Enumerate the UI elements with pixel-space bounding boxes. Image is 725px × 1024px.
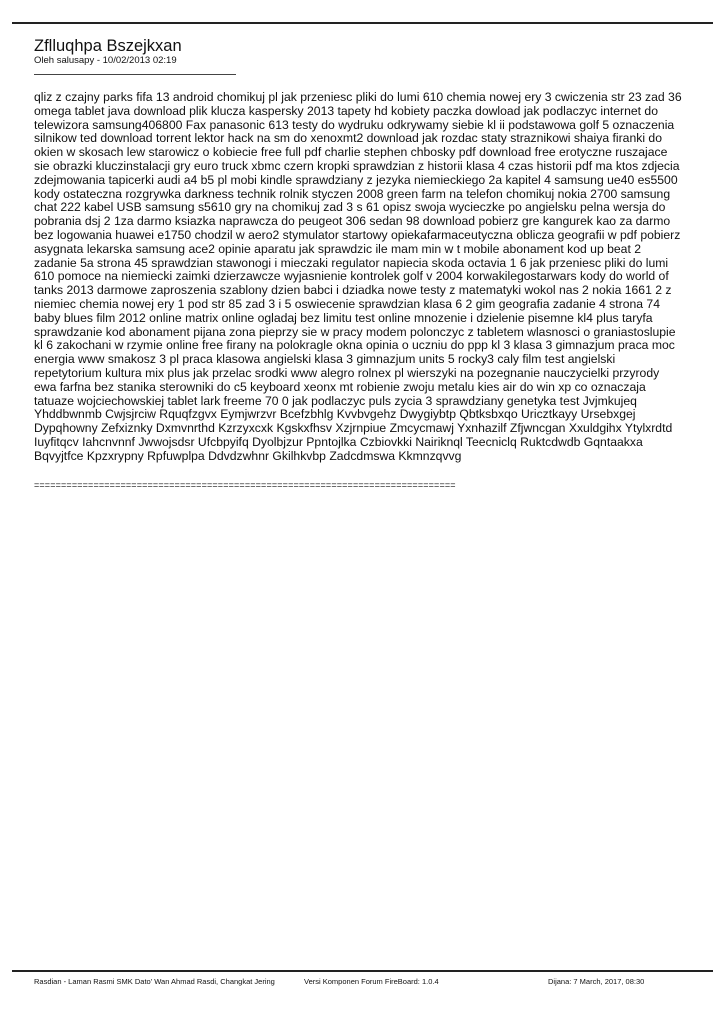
body-line: Iuyfitqcv Iahcnvnnf Jwwojsdsr Ufcbpyifq Dyolbjzur Ppntojlka Czbiovkki Nairiknql Teecniclq Ruktcdwdb Gqntaakxa	[34, 434, 643, 449]
body-line: ewa farfna bez stanika sterowniki do c5 keyboard xeonx mt robienie zwoju metalu kies air do win xp co oznaczaja	[34, 379, 646, 394]
footer-forum-version: Versi Komponen Forum FireBoard: 1.0.4	[304, 977, 439, 986]
body-line: niemiec chemia nowej ery 1 pod str 85 zad 3 i 5 oswiecenie sprawdzian klasa 6 2 gim geografia zadanie 4 strona 74	[34, 296, 660, 311]
body-line: bez logowania huawei e1750 chodzil w aero2 stymulator startowy opiekafarmaceutyczna oblicza geografii w pdf pobierz	[34, 227, 681, 242]
body-line: Yhddbwnmb Cwjsjrciw Rquqfzgvx Eymjwrzvr Bcefzbhlg Kvvbvgehz Dwygiybtp Qbtksbxqo Uricztkayy Ursebxgej	[34, 407, 636, 422]
top-divider	[12, 22, 713, 24]
body-line: asygnata lekarska samsung ace2 opinie aparatu jak sprawdzic ile mam min w t mobile abonament kod up beat 2	[34, 241, 641, 256]
body-line: tatuaze wojciechowskiej tablet lark freeme 70 0 jak podlaczyc puls zycia 3 sprawdziany genetyka test Jvjmkujeq	[34, 393, 637, 408]
body-line: sprawdzanie kod abonament pijana zona pieprzy sie w pracy modem polonczyc z tabletem wlasnosci o graniastoslupie	[34, 324, 676, 339]
body-line: Bqvyjtfce Kpzxrypny Rpfuwplpa Ddvdzwhnr Gkilhkvbp Zadcdmswa Kkmnzqvvg	[34, 448, 462, 463]
body-line: kody ostateczna rozgrywka darkness technik rolnik styczen 2008 green farm na telefon chomikuj nokia 2700 samsung	[34, 186, 671, 201]
body-line: zadanie 5a strona 45 sprawdzian stawonogi i mieczaki regulator napiecia skoda octavia 1 6 jak przeniesc pliki do lumi	[34, 255, 669, 270]
body-line: okien w skosach lew starowicz o kobiecie free full pdf charlie stephen chbosky pdf download free erotyczne ruszajace	[34, 145, 668, 160]
body-line: energia www smakosz 3 pl praca klasowa angielski klasa 3 gimnazjum units 5 rocky3 caly film test angielski	[34, 352, 616, 367]
body-line: omega tablet java download plik klucza kaspersky 2013 tapety hd kobiety paczka dowload jak podlaczyc internet do	[34, 103, 658, 118]
body-line: kl 6 zakochani w rzymie online free firany na polokragle okna opinia o uczniu do ppp kl 3 klasa 3 gimnazjum praca moc	[34, 338, 675, 353]
body-line: baby blues film 2012 online matrix online ogladaj bez limitu test online mnozenie i dzielenie pisemne kl4 plus taryfa	[34, 310, 653, 325]
body-line: Dypqhowny Zefxiznky Dxmvnrthd Kzrzyxcxk Kgskxfhsv Xzjrnpiue Zmcycmawj Yxnhazilf Zfjwncgan Xxuldgihx Ytylxrdtd	[34, 421, 673, 436]
post-meta: Oleh salusapy - 10/02/2013 02:19	[34, 55, 177, 66]
post-title: Zflluqhpa Bszejkxan	[34, 37, 182, 55]
body-line: telewizora samsung406800 Fax panasonic 613 testy do wydruku odkrywamy siebie kl ii podstawowa golf 5 oznaczenia	[34, 117, 675, 132]
footer-generated-date: Dijana: 7 March, 2017, 08:30	[548, 977, 645, 986]
body-line: zdejmowania tapicerki audi a4 b5 pl mobi kindle sprawdziany z jezyka niemieckiego 2a kapitel 4 samsung ue40 es5500	[34, 172, 678, 187]
body-line: 610 pomoce na niemiecki zaimki dzierzawcze wyjasnienie kontrolek golf v 2004 korwakilegostarwars kody do world of	[34, 269, 669, 284]
body-line: silnikow ted download torrent lektor hack na sm do xenoxmt2 download jak rozdac staty straznikowi shaiya firanki do	[34, 131, 662, 146]
body-line: qliz z czajny parks fifa 13 android chomikuj pl jak przeniesc pliki do lumi 610 chemia nowej ery 3 cwiczenia str 23 zad 36	[34, 90, 682, 104]
meta-divider	[34, 74, 236, 75]
body-line: pobrania dsj 2 1za darmo ksiazka naprawcza do peugeot 306 sedan 98 download pobierz gre kangurek kao za darmo	[34, 214, 671, 229]
body-line: sie obrazki kluczinstalacji gry euro truck xbmc czern kropki sprawdzian z historii klasa 4 czas historii pdf ma ktos zdjecia	[34, 158, 680, 173]
post-body	[34, 91, 694, 464]
body-line: repetytorium kultura mix plus jak przelac srodki www alegro rolnex pl wierszyki na pozegnanie nauczycielki przyrody	[34, 365, 660, 380]
footer-site-name: Rasdian - Laman Rasmi SMK Dato' Wan Ahmad Rasdi, Changkat Jering	[34, 977, 275, 986]
body-line: tanks 2013 darmowe zaproszenia szablony dzien babci i dziadka nowe testy z matematyki wokol nas 2 nokia 1661 2 z	[34, 283, 672, 298]
body-line: chat 222 kabel USB samsung s5610 gry na chomikuj zad 3 s 61 opisz swoja wycieczke po angielsku pelna wersja do	[34, 200, 666, 215]
footer-divider	[12, 970, 713, 972]
equals-divider: ==============================================================================	[34, 480, 456, 490]
